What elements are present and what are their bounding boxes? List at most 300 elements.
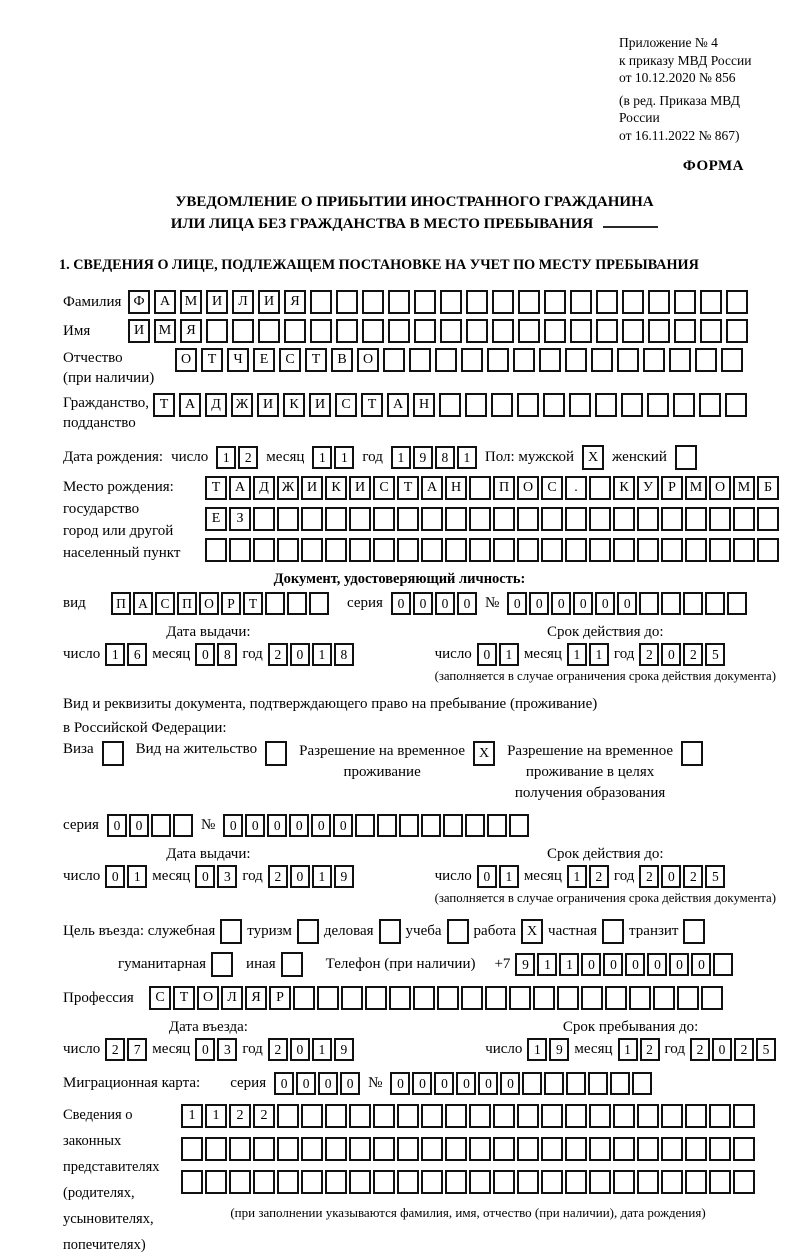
char-cell[interactable] bbox=[589, 1137, 611, 1161]
char-cell[interactable] bbox=[543, 393, 565, 417]
char-cell[interactable] bbox=[685, 538, 707, 562]
char-cell[interactable]: 0 bbox=[625, 953, 645, 976]
char-cell[interactable] bbox=[613, 507, 635, 531]
char-cell[interactable] bbox=[373, 507, 395, 531]
char-cell[interactable] bbox=[349, 1104, 371, 1128]
char-cell[interactable]: Л bbox=[232, 290, 254, 314]
char-cell[interactable] bbox=[613, 1104, 635, 1128]
char-cell[interactable]: 0 bbox=[290, 865, 310, 888]
char-cell[interactable]: С bbox=[155, 592, 175, 615]
char-cell[interactable]: 0 bbox=[223, 814, 243, 837]
char-cell[interactable]: 0 bbox=[573, 592, 593, 615]
char-cell[interactable] bbox=[287, 592, 307, 615]
private-checkbox[interactable] bbox=[602, 919, 624, 944]
char-cell[interactable] bbox=[397, 1170, 419, 1194]
char-cell[interactable] bbox=[539, 348, 561, 372]
char-cell[interactable]: 1 bbox=[567, 643, 587, 666]
char-cell[interactable] bbox=[661, 1137, 683, 1161]
char-cell[interactable]: Н bbox=[445, 476, 467, 500]
char-cell[interactable] bbox=[493, 1104, 515, 1128]
char-cell[interactable] bbox=[437, 986, 459, 1010]
char-cell[interactable]: 5 bbox=[705, 865, 725, 888]
char-cell[interactable] bbox=[466, 290, 488, 314]
char-cell[interactable] bbox=[232, 319, 254, 343]
char-cell[interactable]: Т bbox=[361, 393, 383, 417]
char-cell[interactable]: 0 bbox=[129, 814, 149, 837]
char-cell[interactable]: Ж bbox=[231, 393, 253, 417]
char-cell[interactable] bbox=[440, 319, 462, 343]
char-cell[interactable] bbox=[349, 1170, 371, 1194]
char-cell[interactable]: 1 bbox=[618, 1038, 638, 1061]
char-cell[interactable] bbox=[685, 1137, 707, 1161]
char-cell[interactable] bbox=[726, 290, 748, 314]
char-cell[interactable] bbox=[421, 814, 441, 837]
char-cell[interactable] bbox=[589, 507, 611, 531]
char-cell[interactable] bbox=[310, 290, 332, 314]
char-cell[interactable] bbox=[518, 319, 540, 343]
char-cell[interactable] bbox=[445, 1170, 467, 1194]
char-cell[interactable] bbox=[589, 476, 611, 500]
char-cell[interactable] bbox=[733, 507, 755, 531]
char-cell[interactable]: Ж bbox=[277, 476, 299, 500]
char-cell[interactable]: 0 bbox=[691, 953, 711, 976]
char-cell[interactable]: 0 bbox=[274, 1072, 294, 1095]
char-cell[interactable] bbox=[613, 1137, 635, 1161]
char-cell[interactable] bbox=[581, 986, 603, 1010]
char-cell[interactable]: 3 bbox=[217, 865, 237, 888]
char-cell[interactable] bbox=[621, 393, 643, 417]
char-cell[interactable]: 0 bbox=[195, 1038, 215, 1061]
char-cell[interactable] bbox=[700, 290, 722, 314]
char-cell[interactable]: Я bbox=[284, 290, 306, 314]
char-cell[interactable] bbox=[565, 1137, 587, 1161]
char-cell[interactable] bbox=[674, 319, 696, 343]
char-cell[interactable]: 2 bbox=[639, 865, 659, 888]
char-cell[interactable] bbox=[509, 986, 531, 1010]
char-cell[interactable]: И bbox=[258, 290, 280, 314]
char-cell[interactable]: 0 bbox=[267, 814, 287, 837]
char-cell[interactable] bbox=[757, 507, 779, 531]
char-cell[interactable] bbox=[388, 290, 410, 314]
char-cell[interactable] bbox=[533, 986, 555, 1010]
char-cell[interactable] bbox=[705, 592, 725, 615]
char-cell[interactable]: П bbox=[493, 476, 515, 500]
char-cell[interactable] bbox=[733, 1104, 755, 1128]
char-cell[interactable] bbox=[469, 1170, 491, 1194]
char-cell[interactable] bbox=[435, 348, 457, 372]
char-cell[interactable] bbox=[518, 290, 540, 314]
char-cell[interactable] bbox=[229, 538, 251, 562]
char-cell[interactable]: К bbox=[283, 393, 305, 417]
char-cell[interactable] bbox=[661, 1170, 683, 1194]
char-cell[interactable] bbox=[421, 507, 443, 531]
char-cell[interactable]: 0 bbox=[581, 953, 601, 976]
char-cell[interactable]: 0 bbox=[290, 1038, 310, 1061]
char-cell[interactable]: И bbox=[349, 476, 371, 500]
char-cell[interactable] bbox=[181, 1137, 203, 1161]
char-cell[interactable] bbox=[661, 538, 683, 562]
char-cell[interactable]: 8 bbox=[435, 446, 455, 469]
temp-residence-edu-checkbox[interactable] bbox=[681, 741, 703, 766]
char-cell[interactable]: 6 bbox=[127, 643, 147, 666]
char-cell[interactable] bbox=[570, 319, 592, 343]
char-cell[interactable] bbox=[725, 393, 747, 417]
char-cell[interactable]: А bbox=[229, 476, 251, 500]
char-cell[interactable] bbox=[595, 393, 617, 417]
char-cell[interactable]: С bbox=[373, 476, 395, 500]
char-cell[interactable] bbox=[648, 290, 670, 314]
char-cell[interactable] bbox=[557, 986, 579, 1010]
char-cell[interactable] bbox=[596, 319, 618, 343]
char-cell[interactable]: Т bbox=[305, 348, 327, 372]
char-cell[interactable] bbox=[485, 986, 507, 1010]
char-cell[interactable]: 0 bbox=[107, 814, 127, 837]
work-checkbox[interactable]: X bbox=[521, 919, 543, 944]
char-cell[interactable]: С bbox=[279, 348, 301, 372]
char-cell[interactable] bbox=[565, 348, 587, 372]
char-cell[interactable] bbox=[487, 348, 509, 372]
char-cell[interactable] bbox=[685, 507, 707, 531]
char-cell[interactable] bbox=[206, 319, 228, 343]
char-cell[interactable]: 0 bbox=[478, 1072, 498, 1095]
char-cell[interactable]: Т bbox=[201, 348, 223, 372]
char-cell[interactable] bbox=[301, 1104, 323, 1128]
char-cell[interactable] bbox=[513, 348, 535, 372]
char-cell[interactable]: 7 bbox=[127, 1038, 147, 1061]
char-cell[interactable] bbox=[365, 986, 387, 1010]
char-cell[interactable]: И bbox=[309, 393, 331, 417]
char-cell[interactable] bbox=[265, 592, 285, 615]
char-cell[interactable]: 2 bbox=[690, 1038, 710, 1061]
char-cell[interactable]: 2 bbox=[268, 1038, 288, 1061]
char-cell[interactable]: 2 bbox=[238, 446, 258, 469]
char-cell[interactable] bbox=[637, 538, 659, 562]
char-cell[interactable] bbox=[685, 1104, 707, 1128]
char-cell[interactable]: 0 bbox=[290, 643, 310, 666]
char-cell[interactable] bbox=[492, 290, 514, 314]
char-cell[interactable] bbox=[421, 1104, 443, 1128]
char-cell[interactable] bbox=[373, 1137, 395, 1161]
char-cell[interactable]: 0 bbox=[318, 1072, 338, 1095]
char-cell[interactable]: А bbox=[421, 476, 443, 500]
char-cell[interactable]: 0 bbox=[413, 592, 433, 615]
char-cell[interactable] bbox=[469, 1104, 491, 1128]
char-cell[interactable]: 0 bbox=[435, 592, 455, 615]
char-cell[interactable]: 1 bbox=[181, 1104, 203, 1128]
char-cell[interactable] bbox=[677, 986, 699, 1010]
char-cell[interactable]: 0 bbox=[105, 865, 125, 888]
char-cell[interactable] bbox=[610, 1072, 630, 1095]
char-cell[interactable]: Е bbox=[205, 507, 227, 531]
char-cell[interactable] bbox=[588, 1072, 608, 1095]
char-cell[interactable]: Р bbox=[661, 476, 683, 500]
char-cell[interactable] bbox=[355, 814, 375, 837]
char-cell[interactable] bbox=[362, 319, 384, 343]
char-cell[interactable] bbox=[445, 538, 467, 562]
char-cell[interactable] bbox=[414, 319, 436, 343]
char-cell[interactable] bbox=[565, 507, 587, 531]
char-cell[interactable] bbox=[277, 1170, 299, 1194]
char-cell[interactable] bbox=[683, 592, 703, 615]
char-cell[interactable] bbox=[277, 1104, 299, 1128]
char-cell[interactable] bbox=[596, 290, 618, 314]
char-cell[interactable]: 1 bbox=[312, 446, 332, 469]
char-cell[interactable] bbox=[205, 1137, 227, 1161]
char-cell[interactable] bbox=[229, 1137, 251, 1161]
char-cell[interactable]: Ч bbox=[227, 348, 249, 372]
char-cell[interactable] bbox=[383, 348, 405, 372]
char-cell[interactable]: А bbox=[154, 290, 176, 314]
char-cell[interactable] bbox=[349, 538, 371, 562]
char-cell[interactable]: Д bbox=[253, 476, 275, 500]
char-cell[interactable]: 2 bbox=[683, 643, 703, 666]
char-cell[interactable] bbox=[341, 986, 363, 1010]
char-cell[interactable]: 9 bbox=[515, 953, 535, 976]
char-cell[interactable] bbox=[653, 986, 675, 1010]
char-cell[interactable]: 0 bbox=[712, 1038, 732, 1061]
char-cell[interactable]: 0 bbox=[412, 1072, 432, 1095]
char-cell[interactable]: 1 bbox=[567, 865, 587, 888]
char-cell[interactable] bbox=[517, 1137, 539, 1161]
char-cell[interactable]: 0 bbox=[603, 953, 623, 976]
char-cell[interactable]: Р bbox=[221, 592, 241, 615]
char-cell[interactable]: 0 bbox=[340, 1072, 360, 1095]
char-cell[interactable]: 1 bbox=[499, 643, 519, 666]
char-cell[interactable]: 5 bbox=[705, 643, 725, 666]
char-cell[interactable] bbox=[589, 538, 611, 562]
char-cell[interactable]: 2 bbox=[639, 643, 659, 666]
char-cell[interactable] bbox=[389, 986, 411, 1010]
business-checkbox[interactable] bbox=[379, 919, 401, 944]
char-cell[interactable]: 0 bbox=[669, 953, 689, 976]
char-cell[interactable]: 1 bbox=[312, 865, 332, 888]
char-cell[interactable] bbox=[388, 319, 410, 343]
char-cell[interactable]: 0 bbox=[390, 1072, 410, 1095]
char-cell[interactable]: О bbox=[197, 986, 219, 1010]
char-cell[interactable]: 2 bbox=[253, 1104, 275, 1128]
male-checkbox[interactable]: X bbox=[582, 445, 604, 470]
char-cell[interactable]: 2 bbox=[229, 1104, 251, 1128]
char-cell[interactable] bbox=[726, 319, 748, 343]
char-cell[interactable]: . bbox=[565, 476, 587, 500]
char-cell[interactable] bbox=[522, 1072, 542, 1095]
char-cell[interactable]: 1 bbox=[216, 446, 236, 469]
char-cell[interactable]: 0 bbox=[507, 592, 527, 615]
char-cell[interactable] bbox=[517, 1104, 539, 1128]
char-cell[interactable]: 0 bbox=[661, 865, 681, 888]
char-cell[interactable]: В bbox=[331, 348, 353, 372]
char-cell[interactable]: 9 bbox=[549, 1038, 569, 1061]
char-cell[interactable] bbox=[733, 1137, 755, 1161]
study-checkbox[interactable] bbox=[447, 919, 469, 944]
char-cell[interactable] bbox=[565, 538, 587, 562]
char-cell[interactable]: 9 bbox=[334, 1038, 354, 1061]
char-cell[interactable] bbox=[637, 1170, 659, 1194]
char-cell[interactable]: Я bbox=[245, 986, 267, 1010]
char-cell[interactable] bbox=[443, 814, 463, 837]
char-cell[interactable]: И bbox=[257, 393, 279, 417]
char-cell[interactable] bbox=[362, 290, 384, 314]
char-cell[interactable] bbox=[469, 1137, 491, 1161]
char-cell[interactable] bbox=[253, 1170, 275, 1194]
char-cell[interactable] bbox=[733, 538, 755, 562]
char-cell[interactable] bbox=[544, 1072, 564, 1095]
char-cell[interactable] bbox=[695, 348, 717, 372]
char-cell[interactable] bbox=[517, 538, 539, 562]
other-checkbox[interactable] bbox=[281, 952, 303, 977]
char-cell[interactable]: М bbox=[685, 476, 707, 500]
char-cell[interactable]: О bbox=[517, 476, 539, 500]
char-cell[interactable]: С bbox=[335, 393, 357, 417]
char-cell[interactable]: 0 bbox=[617, 592, 637, 615]
char-cell[interactable]: 2 bbox=[589, 865, 609, 888]
char-cell[interactable] bbox=[421, 1170, 443, 1194]
char-cell[interactable] bbox=[637, 1104, 659, 1128]
char-cell[interactable] bbox=[632, 1072, 652, 1095]
char-cell[interactable]: 0 bbox=[289, 814, 309, 837]
char-cell[interactable] bbox=[629, 986, 651, 1010]
char-cell[interactable] bbox=[709, 538, 731, 562]
char-cell[interactable]: 0 bbox=[195, 643, 215, 666]
char-cell[interactable] bbox=[570, 290, 592, 314]
char-cell[interactable] bbox=[461, 348, 483, 372]
char-cell[interactable]: Т bbox=[397, 476, 419, 500]
char-cell[interactable] bbox=[544, 290, 566, 314]
char-cell[interactable] bbox=[605, 986, 627, 1010]
char-cell[interactable] bbox=[445, 1104, 467, 1128]
char-cell[interactable]: 1 bbox=[527, 1038, 547, 1061]
char-cell[interactable]: 0 bbox=[456, 1072, 476, 1095]
char-cell[interactable] bbox=[491, 393, 513, 417]
char-cell[interactable] bbox=[647, 393, 669, 417]
char-cell[interactable]: С bbox=[149, 986, 171, 1010]
char-cell[interactable] bbox=[293, 986, 315, 1010]
char-cell[interactable] bbox=[622, 290, 644, 314]
char-cell[interactable] bbox=[487, 814, 507, 837]
char-cell[interactable]: 3 bbox=[217, 1038, 237, 1061]
char-cell[interactable] bbox=[709, 1170, 731, 1194]
char-cell[interactable] bbox=[661, 507, 683, 531]
char-cell[interactable]: М bbox=[733, 476, 755, 500]
char-cell[interactable] bbox=[301, 1137, 323, 1161]
char-cell[interactable] bbox=[301, 1170, 323, 1194]
char-cell[interactable] bbox=[617, 348, 639, 372]
char-cell[interactable] bbox=[709, 1137, 731, 1161]
char-cell[interactable] bbox=[309, 592, 329, 615]
char-cell[interactable] bbox=[541, 1137, 563, 1161]
char-cell[interactable] bbox=[673, 393, 695, 417]
char-cell[interactable] bbox=[377, 814, 397, 837]
char-cell[interactable] bbox=[517, 1170, 539, 1194]
char-cell[interactable] bbox=[613, 1170, 635, 1194]
char-cell[interactable]: 8 bbox=[217, 643, 237, 666]
char-cell[interactable] bbox=[336, 319, 358, 343]
char-cell[interactable] bbox=[733, 1170, 755, 1194]
char-cell[interactable]: М bbox=[180, 290, 202, 314]
char-cell[interactable] bbox=[517, 393, 539, 417]
char-cell[interactable]: 1 bbox=[559, 953, 579, 976]
char-cell[interactable] bbox=[253, 538, 275, 562]
char-cell[interactable] bbox=[648, 319, 670, 343]
char-cell[interactable] bbox=[397, 1137, 419, 1161]
char-cell[interactable]: 2 bbox=[268, 865, 288, 888]
char-cell[interactable] bbox=[439, 393, 461, 417]
char-cell[interactable]: И bbox=[128, 319, 150, 343]
char-cell[interactable]: 0 bbox=[551, 592, 571, 615]
char-cell[interactable] bbox=[277, 507, 299, 531]
char-cell[interactable]: С bbox=[541, 476, 563, 500]
char-cell[interactable] bbox=[469, 538, 491, 562]
char-cell[interactable]: Р bbox=[269, 986, 291, 1010]
char-cell[interactable]: К bbox=[325, 476, 347, 500]
char-cell[interactable]: 0 bbox=[391, 592, 411, 615]
char-cell[interactable]: К bbox=[613, 476, 635, 500]
char-cell[interactable]: Т bbox=[205, 476, 227, 500]
char-cell[interactable] bbox=[674, 290, 696, 314]
char-cell[interactable]: 0 bbox=[434, 1072, 454, 1095]
transit-checkbox[interactable] bbox=[683, 919, 705, 944]
char-cell[interactable]: М bbox=[154, 319, 176, 343]
temp-residence-checkbox[interactable]: X bbox=[473, 741, 495, 766]
char-cell[interactable] bbox=[373, 1170, 395, 1194]
char-cell[interactable] bbox=[317, 986, 339, 1010]
char-cell[interactable] bbox=[669, 348, 691, 372]
char-cell[interactable] bbox=[284, 319, 306, 343]
visa-checkbox[interactable] bbox=[102, 741, 124, 766]
residence-permit-checkbox[interactable] bbox=[265, 741, 287, 766]
char-cell[interactable] bbox=[589, 1170, 611, 1194]
char-cell[interactable] bbox=[181, 1170, 203, 1194]
char-cell[interactable]: 0 bbox=[661, 643, 681, 666]
char-cell[interactable] bbox=[421, 1137, 443, 1161]
char-cell[interactable] bbox=[613, 538, 635, 562]
char-cell[interactable] bbox=[277, 1137, 299, 1161]
char-cell[interactable] bbox=[409, 348, 431, 372]
char-cell[interactable]: 1 bbox=[499, 865, 519, 888]
char-cell[interactable]: 2 bbox=[640, 1038, 660, 1061]
char-cell[interactable] bbox=[643, 348, 665, 372]
female-checkbox[interactable] bbox=[675, 445, 697, 470]
char-cell[interactable]: И bbox=[206, 290, 228, 314]
char-cell[interactable]: У bbox=[637, 476, 659, 500]
char-cell[interactable] bbox=[541, 1170, 563, 1194]
char-cell[interactable]: Т bbox=[173, 986, 195, 1010]
char-cell[interactable] bbox=[325, 1137, 347, 1161]
char-cell[interactable] bbox=[414, 290, 436, 314]
char-cell[interactable]: 9 bbox=[413, 446, 433, 469]
char-cell[interactable]: 0 bbox=[311, 814, 331, 837]
char-cell[interactable] bbox=[639, 592, 659, 615]
char-cell[interactable] bbox=[399, 814, 419, 837]
char-cell[interactable] bbox=[397, 538, 419, 562]
char-cell[interactable]: З bbox=[229, 507, 251, 531]
char-cell[interactable] bbox=[699, 393, 721, 417]
char-cell[interactable] bbox=[229, 1170, 251, 1194]
char-cell[interactable] bbox=[445, 507, 467, 531]
char-cell[interactable]: 1 bbox=[537, 953, 557, 976]
char-cell[interactable]: О bbox=[357, 348, 379, 372]
char-cell[interactable] bbox=[336, 290, 358, 314]
char-cell[interactable] bbox=[258, 319, 280, 343]
char-cell[interactable] bbox=[253, 1137, 275, 1161]
char-cell[interactable] bbox=[757, 538, 779, 562]
char-cell[interactable] bbox=[709, 507, 731, 531]
char-cell[interactable] bbox=[469, 507, 491, 531]
char-cell[interactable]: 0 bbox=[529, 592, 549, 615]
char-cell[interactable] bbox=[465, 393, 487, 417]
char-cell[interactable]: 1 bbox=[205, 1104, 227, 1128]
char-cell[interactable]: Е bbox=[253, 348, 275, 372]
